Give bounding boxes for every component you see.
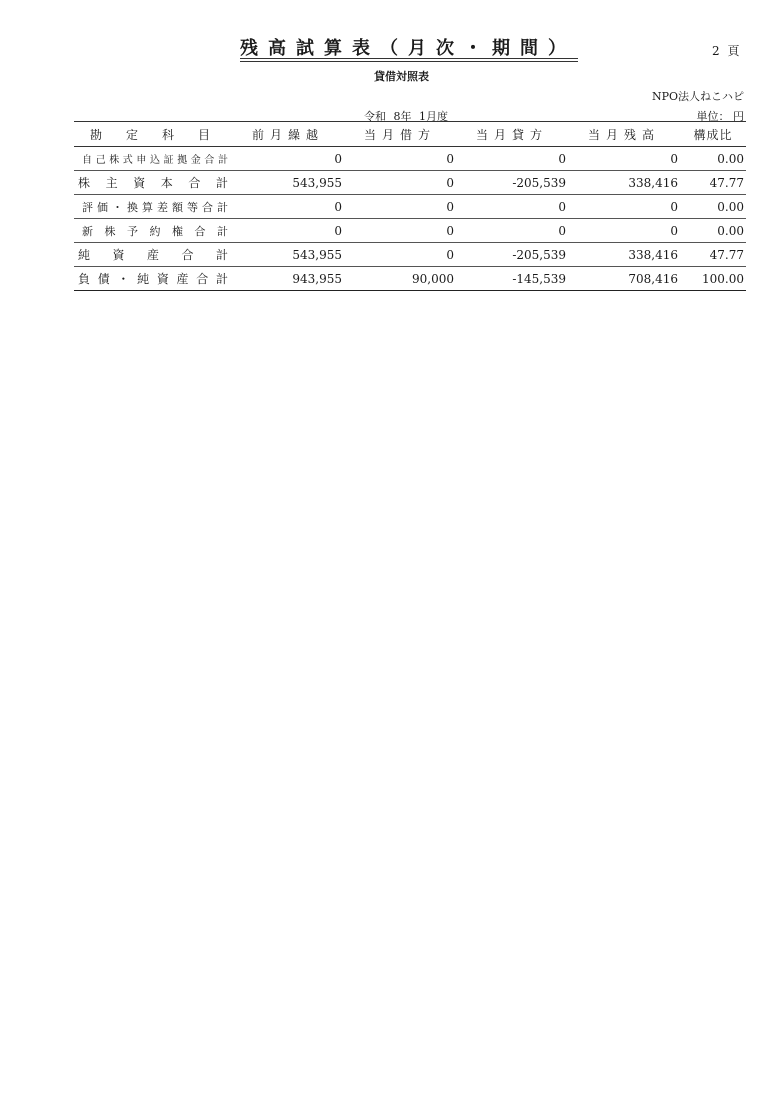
ratio-cell: 47.77 xyxy=(680,171,746,195)
account-name: 株主資本合計 xyxy=(74,171,232,195)
title-double-underline xyxy=(240,61,578,62)
ratio-cell: 100.00 xyxy=(680,267,746,291)
balance-cell: 0 xyxy=(568,195,680,219)
column-header-debit: 当月借方 xyxy=(344,122,456,147)
debit-cell: 0 xyxy=(344,243,456,267)
prev-balance-cell: 943,955 xyxy=(232,267,344,291)
report-title: 残高試算表（月次・期間） xyxy=(240,38,576,59)
balance-cell: 0 xyxy=(568,147,680,171)
balance-cell: 338,416 xyxy=(568,243,680,267)
debit-cell: 90,000 xyxy=(344,267,456,291)
table-row xyxy=(74,171,746,195)
debit-cell: 0 xyxy=(344,147,456,171)
table-row xyxy=(74,243,746,267)
table-row xyxy=(74,195,746,219)
debit-cell: 0 xyxy=(344,171,456,195)
account-name: 新株予約権合計 xyxy=(74,219,232,243)
ratio-cell: 0.00 xyxy=(680,219,746,243)
table-row xyxy=(74,219,746,243)
report-period: 令和 8年 1月度 xyxy=(364,110,448,123)
balance-cell: 708,416 xyxy=(568,267,680,291)
title-underline xyxy=(240,58,578,59)
column-header-credit: 当月貸方 xyxy=(456,122,568,147)
prev-balance-cell: 0 xyxy=(232,195,344,219)
company-name: NPO法人ねこハピ xyxy=(651,90,744,103)
debit-cell: 0 xyxy=(344,195,456,219)
ratio-cell: 0.00 xyxy=(680,147,746,171)
account-name: 純資産合計 xyxy=(74,243,232,267)
column-header-ratio: 構成比 xyxy=(680,122,746,147)
prev-balance-cell: 543,955 xyxy=(232,171,344,195)
balance-cell: 338,416 xyxy=(568,171,680,195)
table-row xyxy=(74,147,746,171)
prev-balance-cell: 543,955 xyxy=(232,243,344,267)
account-name: 評価・換算差額等合計 xyxy=(74,195,232,219)
column-header-prev-balance: 前月繰越 xyxy=(232,122,344,147)
prev-balance-cell: 0 xyxy=(232,219,344,243)
trial-balance-table xyxy=(74,121,746,291)
account-name: 負債・純資産合計 xyxy=(74,267,232,291)
debit-cell: 0 xyxy=(344,219,456,243)
column-header-account: 勘 定 科 目 xyxy=(74,122,232,147)
credit-cell: -145,539 xyxy=(456,267,568,291)
balance-cell: 0 xyxy=(568,219,680,243)
table-row xyxy=(74,267,746,291)
report-subtitle: 貸借対照表 xyxy=(374,70,429,83)
credit-cell: 0 xyxy=(456,195,568,219)
credit-cell: 0 xyxy=(456,147,568,171)
table-header-row xyxy=(74,122,746,147)
credit-cell: -205,539 xyxy=(456,243,568,267)
column-header-balance: 当月残高 xyxy=(568,122,680,147)
credit-cell: -205,539 xyxy=(456,171,568,195)
page-number: 2 頁 xyxy=(712,44,742,58)
prev-balance-cell: 0 xyxy=(232,147,344,171)
ratio-cell: 47.77 xyxy=(680,243,746,267)
credit-cell: 0 xyxy=(456,219,568,243)
currency-unit: 単位： 円 xyxy=(696,110,744,123)
ratio-cell: 0.00 xyxy=(680,195,746,219)
account-name: 自己株式申込証拠金合計 xyxy=(74,147,232,171)
